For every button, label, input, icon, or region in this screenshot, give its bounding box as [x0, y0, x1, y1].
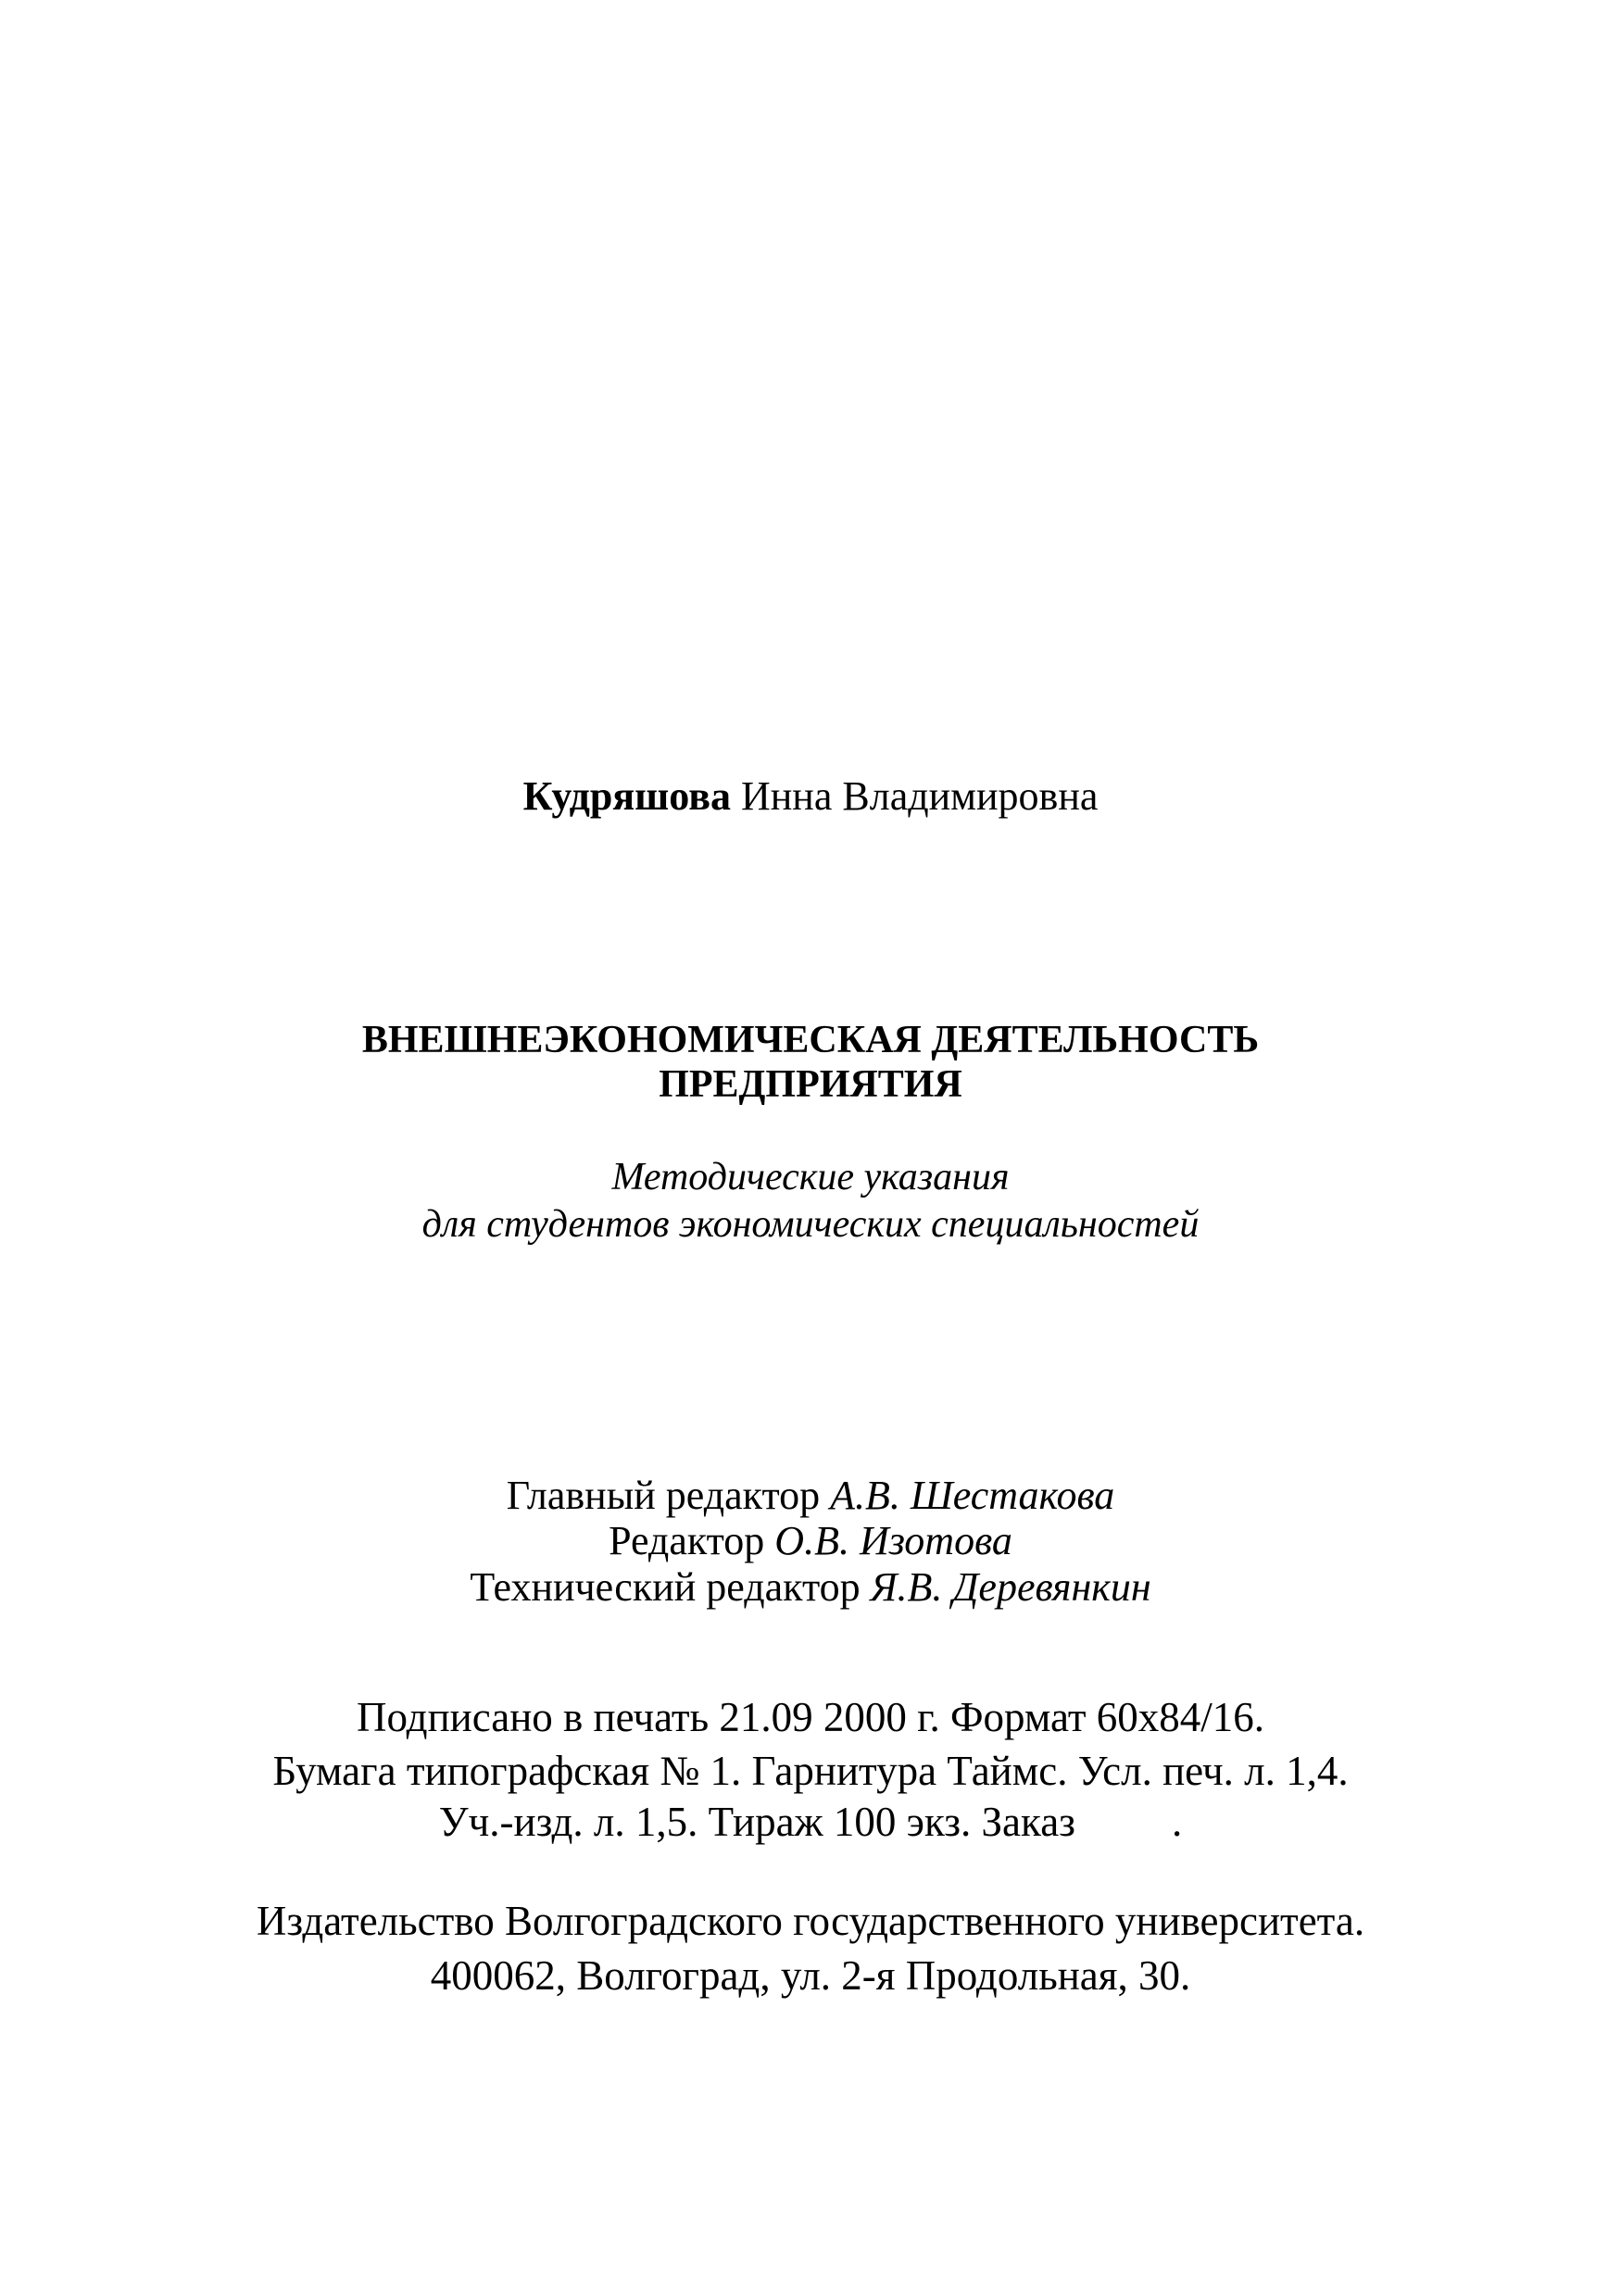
print-info-line-3-end: .: [1171, 1799, 1183, 1845]
credit-technical-editor: [0, 1564, 1621, 1610]
author-line: [0, 773, 1621, 819]
credit-role: Технический редактор: [470, 1564, 861, 1610]
credit-name: А.В. Шестакова: [830, 1473, 1115, 1518]
credit-role: Редактор: [609, 1518, 765, 1563]
credit-role: Главный редактор: [506, 1473, 821, 1518]
publisher-line-1: Издательство Волгоградского государственного университета.: [256, 1898, 1365, 1944]
subtitle-line-2: для студентов экономических специальностей: [421, 1203, 1200, 1246]
title-line-2: ПРЕДПРИЯТИЯ: [659, 1063, 962, 1106]
author-surname: Кудряшова: [522, 773, 731, 819]
print-info-line-2: Бумага типографская № 1. Гарнитура Таймс. Усл. печ. л. 1,4.: [272, 1748, 1349, 1794]
author-given-names: Инна Владимировна: [740, 773, 1099, 819]
subtitle-line-1: Методические указания: [611, 1156, 1010, 1198]
print-info-line-3-main: Уч.-изд. л. 1,5. Тираж 100 экз. Заказ: [438, 1799, 1075, 1845]
print-info-line-1: Подписано в печать 21.09 2000 г. Формат 60х84/16.: [356, 1694, 1265, 1740]
title-line-1: ВНЕШНЕЭКОНОМИЧЕСКАЯ ДЕЯТЕЛЬНОСТЬ: [361, 1019, 1260, 1061]
publisher-address: 400062, Волгоград, ул. 2-я Продольная, 30.: [430, 1952, 1191, 1999]
credit-editor: [0, 1518, 1621, 1563]
credit-name: Я.В. Деревянкин: [870, 1564, 1151, 1610]
credit-name: О.В. Изотова: [774, 1518, 1012, 1563]
print-info-line-3: [0, 1801, 1621, 1843]
credit-chief-editor: [0, 1475, 1621, 1516]
